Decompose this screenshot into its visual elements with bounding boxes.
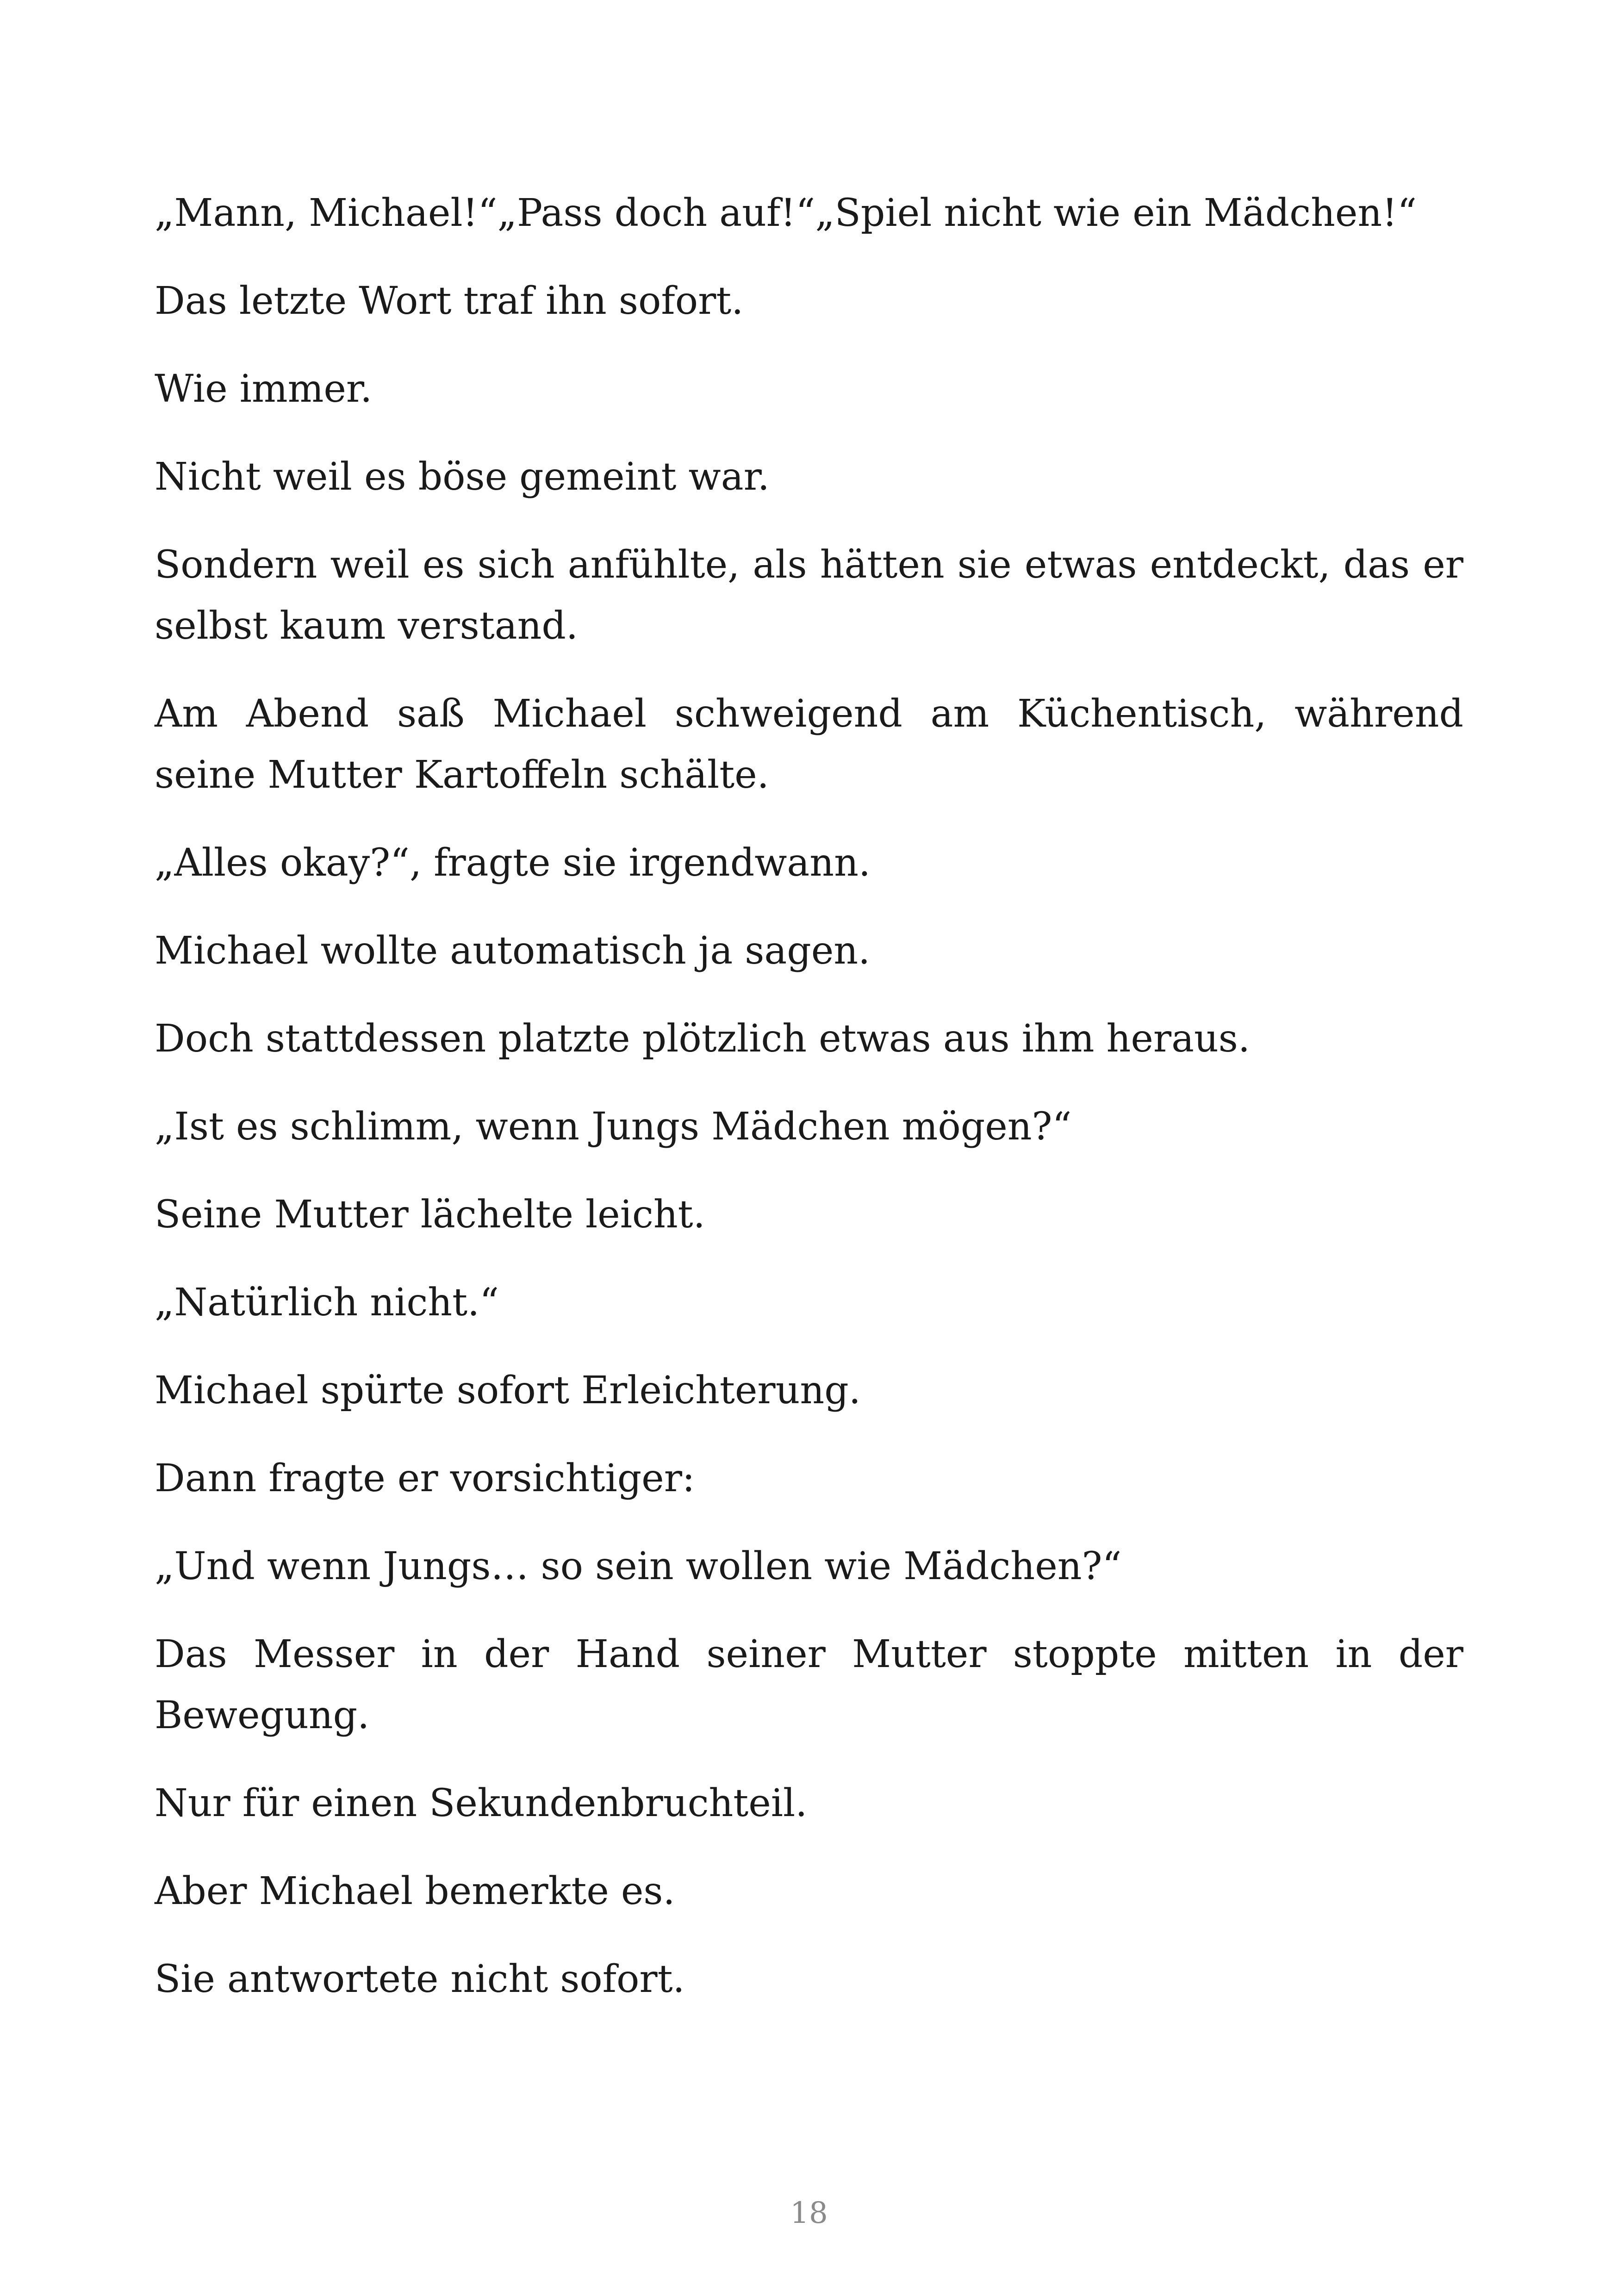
- page-number: 18: [790, 2196, 828, 2230]
- paragraph: Das Messer in der Hand seiner Mutter stoppte mitten in der Bewegung.: [155, 1632, 1463, 1737]
- paragraph: Sondern weil es sich anfühlte, als hätten sie etwas entdeckt, das er selbst kaum verstand.: [155, 543, 1463, 648]
- paragraph: Sie antwortete nicht sofort.: [155, 1957, 685, 2001]
- paragraph: Seine Mutter lächelte leicht.: [155, 1193, 705, 1237]
- paragraph: Nicht weil es böse gemeint war.: [155, 455, 770, 499]
- paragraph: Michael spürte sofort Erleichterung.: [155, 1369, 861, 1412]
- paragraph: Nur für einen Sekundenbruchteil.: [155, 1781, 808, 1825]
- paragraph: „Und wenn Jungs… so sein wollen wie Mädchen?“: [155, 1544, 1122, 1588]
- paragraph: „Mann, Michael!“„Pass doch auf!“„Spiel nicht wie ein Mädchen!“: [155, 191, 1417, 235]
- paragraph: Doch stattdessen platzte plötzlich etwas aus ihm heraus.: [155, 1017, 1250, 1061]
- paragraph: „Ist es schlimm, wenn Jungs Mädchen mögen?“: [155, 1105, 1072, 1149]
- paragraph: Michael wollte automatisch ja sagen.: [155, 929, 871, 973]
- paragraph: Am Abend saß Michael schweigend am Küchentisch, während seine Mutter Kartoffeln schälte.: [155, 692, 1463, 797]
- paragraph: Dann fragte er vorsichtiger:: [155, 1456, 695, 1500]
- paragraph: Aber Michael bemerkte es.: [155, 1869, 675, 1913]
- paragraph: Wie immer.: [155, 367, 373, 411]
- paragraph: Das letzte Wort traf ihn sofort.: [155, 279, 744, 323]
- body-text: [155, 183, 1463, 2037]
- paragraph: „Natürlich nicht.“: [155, 1281, 499, 1325]
- paragraph: „Alles okay?“, fragte sie irgendwann.: [155, 841, 871, 885]
